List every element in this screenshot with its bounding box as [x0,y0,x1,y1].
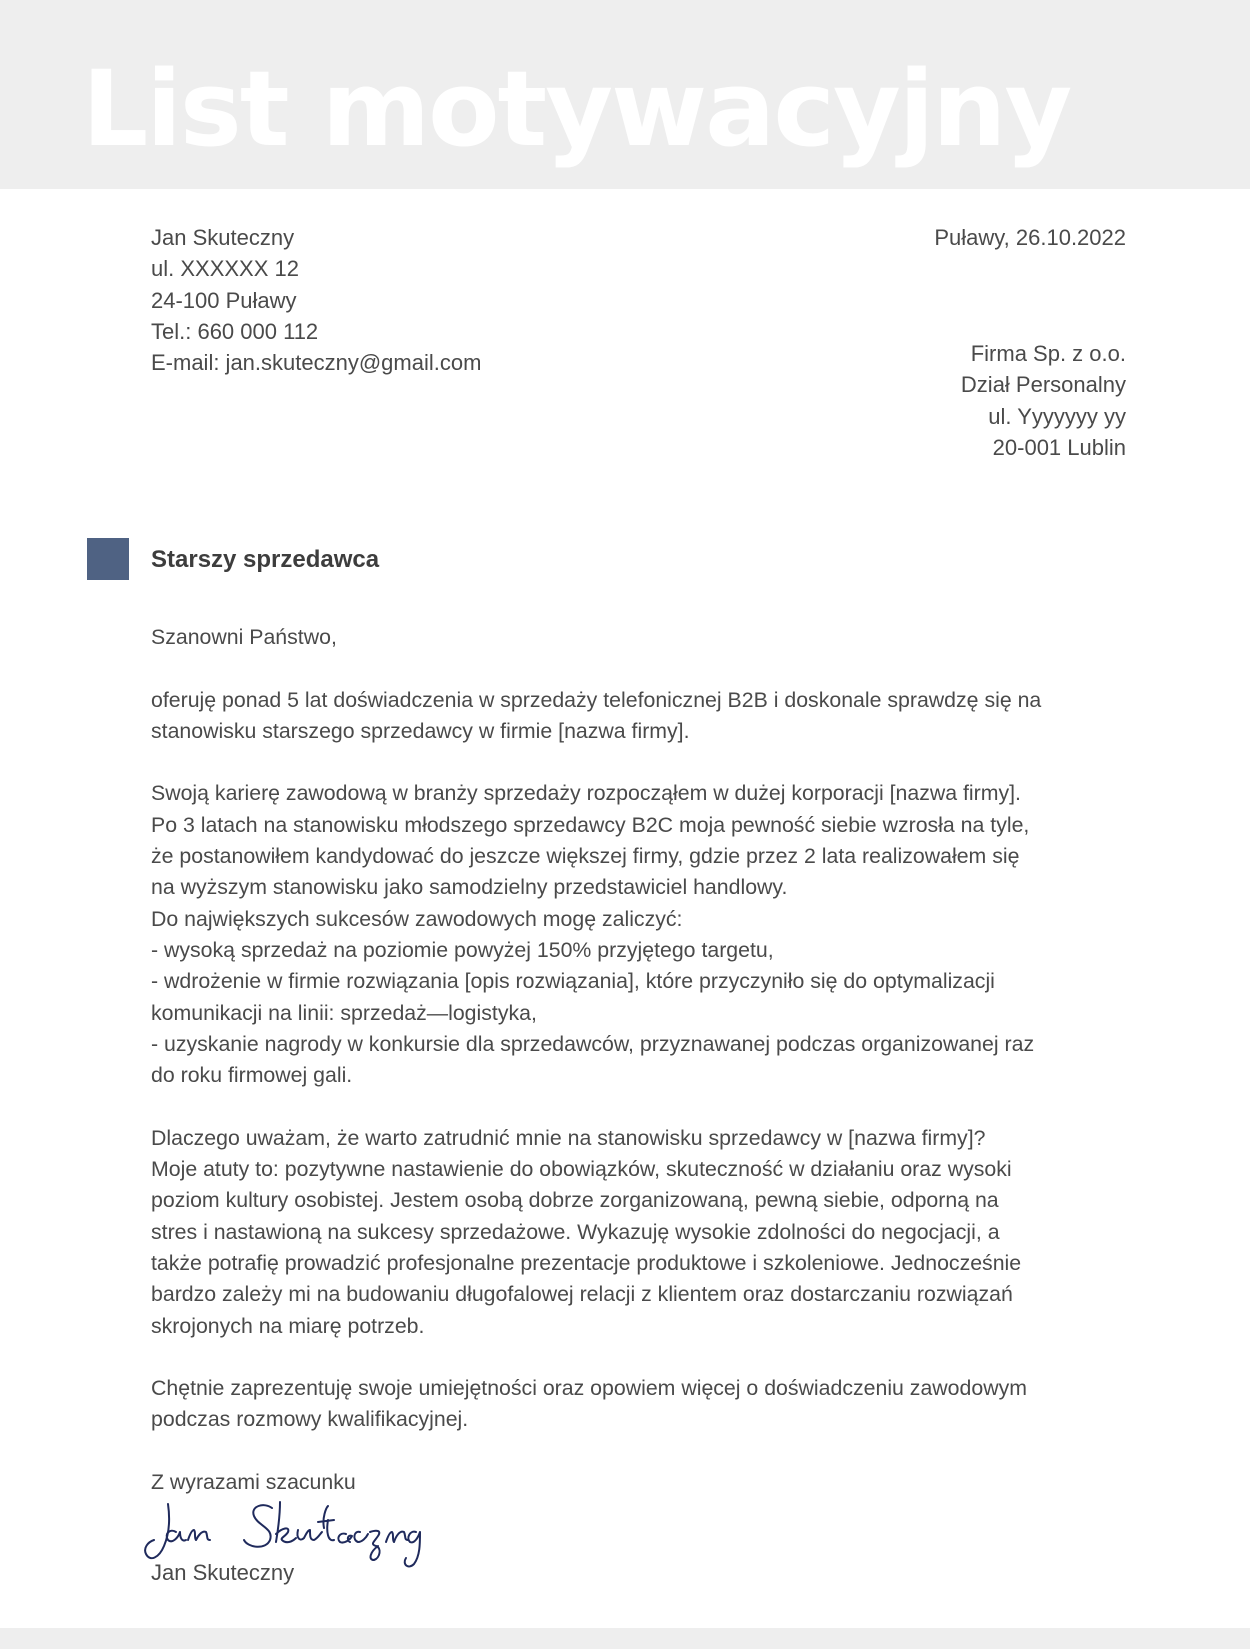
sender-address [151,222,481,378]
closing-phrase: Z wyrazami szacunku [151,1470,356,1495]
text-line: - uzyskanie nagrody w konkursie dla sprzedawców, przyznawanej podczas organizowanej raz [151,1031,1035,1056]
text-line: Do największych sukcesów zawodowych mogę zaliczyć: [151,906,683,931]
text-line: bardzo zależy mi na budowaniu długofalowej relacji z klientem oraz dostarczaniu rozwiązań [151,1282,1013,1307]
text-line: - wdrożenie w firmie rozwiązania [opis rozwiązania], które przyczyniło się do optymalizacji [151,969,995,994]
text-line: także potrafię prowadzić profesjonalne prezentacje produktowe i szkoleniowe. Jednocześnie [151,1250,1022,1275]
text-line: na wyższym stanowisku jako samodzielny przedstawiciel handlowy. [151,875,788,900]
text-line: oferuję ponad 5 lat doświadczenia w sprzedaży telefonicznej B2B i doskonale sprawdzę się na [151,687,1042,712]
text-line: komunikacji na linii: sprzedaż—logistyka, [151,1000,537,1025]
text-line: Swoją karierę zawodową w branży sprzedaży rozpocząłem w dużej korporacji [nazwa firmy]. [151,781,1021,806]
sender-phone: Tel.: 660 000 112 [151,318,319,344]
position-title: Starszy sprzedawca [151,546,380,573]
page-title: List motywacyjny [82,48,1071,170]
text-line: podczas rozmowy kwalifikacyjnej. [151,1407,469,1432]
text-line: że postanowiłem kandydować do jeszcze większej firmy, gdzie przez 2 lata realizowałem się [151,844,1020,869]
text-line: poziom kultury osobistej. Jestem osobą dobrze zorganizowaną, pewną siebie, odporną na [151,1188,999,1213]
recipient-department: Dział Personalny [960,372,1126,398]
text-line: do roku firmowej gali. [151,1063,353,1088]
section-marker [87,538,129,580]
sender-street: ul. XXXXXX 12 [151,256,299,282]
text-line: stanowisku starszego sprzedawcy w firmie [nazwa firmy]. [151,718,690,743]
letter-date: Puławy, 26.10.2022 [934,225,1126,250]
recipient-address [961,338,1126,463]
recipient-company: Firma Sp. z o.o. [970,341,1126,366]
sender-city: 24-100 Puławy [151,287,297,313]
signed-name: Jan Skuteczny [151,1560,295,1585]
text-line: Dlaczego uważam, że warto zatrudnić mnie na stanowisku sprzedawcy w [nazwa firmy]? [151,1125,986,1150]
letter-body [151,622,1136,1530]
text-line: Moje atuty to: pozytywne nastawienie do obowiązków, skuteczność w działaniu oraz wysoki [151,1157,1012,1182]
paragraph-career [151,778,1136,1091]
recipient-street: ul. Yyyyyyy yy [988,403,1126,429]
text-line: - wysoką sprzedaż na poziomie powyżej 150% przyjętego targetu, [151,937,774,962]
text-line: stres i nastawioną na sukcesy sprzedażowe. Wykazuję wysokie zdolności do negocjacji, a [151,1219,1000,1244]
text-line: Chętnie zaprezentuję swoje umiejętności oraz opowiem więcej o doświadczeniu zawodowym [151,1376,1027,1401]
paragraph-strengths [151,1123,1136,1342]
text-line: Po 3 latach na stanowisku młodszego sprzedawcy B2C moja pewność siebie wzrosła na tyle, [151,812,1030,837]
paragraph-closing [151,1373,1136,1436]
sender-email: E-mail: jan.skuteczny@gmail.com [151,350,482,376]
text-line: skrojonych na miarę potrzeb. [151,1313,425,1338]
footer-band [0,1628,1250,1649]
paragraph-intro [151,685,1136,748]
recipient-city: 20-001 Lublin [992,434,1126,460]
greeting: Szanowni Państwo, [151,625,337,649]
sender-name: Jan Skuteczny [151,225,295,250]
